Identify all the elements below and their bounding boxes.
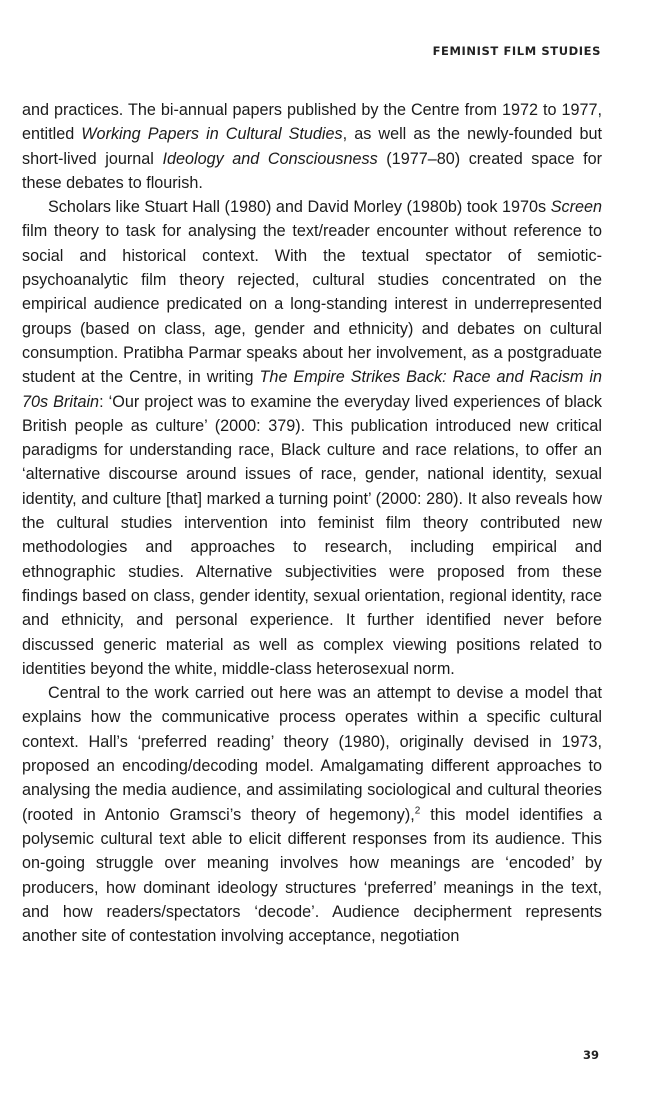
page-number: 39 <box>582 1048 599 1062</box>
paragraph-1-text-3: (1977–80) created space for these debates to flourish. <box>22 149 602 192</box>
paragraph-1-text-1: and practices. The bi-annual papers published by the Centre from 1972 to 1977, entitled <box>22 101 602 144</box>
paragraph-2-text-3: : ‘Our project was to examine the everyday lived experiences of black British people as culture’ (2000: 379). This publication introduced new critical paradigms for understanding race, Black culture and race relations, to offer an ‘alternative discourse around issues of race, gender, national identity, sexual identity, and culture [that] marked a turning point’ (2000: 280). It also reveals how the cultural studies intervention into feminist film theory contributed new methodologies and approaches to research, including empirical and ethnographic studies. Alternative subjectivities were proposed from these findings based on class, gender identity, sexual orientation, regional identity, race and ethnicity, and personal experience. It further identified never before discussed generic material as well as complex viewing positions related to identities beyond the white, middle-class heterosexual norm. <box>22 392 602 678</box>
paragraph-1-italic-title-1: Working Papers in Cultural Studies <box>81 125 343 144</box>
paragraph-1 <box>22 98 602 195</box>
paragraph-3 <box>22 681 602 948</box>
paragraph-2-text-2: film theory to task for analysing the text/reader encounter without reference to social and historical context. With the textual spectator of semiotic-psychoanalytic film theory rejected, cultural studies concentrated on the empirical audience predicated on a long-standing interest in underrepresented groups (based on class, age, gender and ethnicity) and debates on cultural consumption. Pratibha Parmar speaks about her involvement, as a postgraduate student at the Centre, in writing <box>22 222 602 387</box>
paragraph-2-italic-title-1: Screen <box>550 198 602 217</box>
paragraph-3-text-1: Central to the work carried out here was an attempt to devise a model that explains how the communicative process operates within a specific cultural context. Hall’s ‘preferred reading’ theory (1980), originally devised in 1973, proposed an encoding/decoding model. Amalgamating different approaches to analysing the media audience, and assimilating sociological and cultural theories (rooted in Antonio Gramsci’s theory of hegemony), <box>22 684 602 824</box>
footnote-reference[interactable]: 2 <box>414 805 421 817</box>
paragraph-2-text-1: Scholars like Stuart Hall (1980) and David Morley (1980b) took 1970s <box>48 198 551 217</box>
paragraph-2-italic-title-2: The Empire Strikes Back: Race and Racism in 70s Britain <box>22 368 603 411</box>
body-text <box>22 98 602 948</box>
paragraph-2 <box>22 195 602 681</box>
running-head: FEMINIST FILM STUDIES <box>432 44 601 58</box>
paragraph-1-italic-title-2: Ideology and Consciousness <box>162 149 378 168</box>
paragraph-1-text-2: , as well as the newly-founded but short-lived journal <box>22 125 602 168</box>
paragraph-3-text-2: this model identifies a polysemic cultural text able to elicit different responses from its audience. This on-going struggle over meaning involves how meanings are ‘encoded’ by producers, how dominant ideology structures ‘preferred’ meanings in the text, and how readers/spectators ‘decode’. Audience decipherment represents another site of contestation involving acceptance, negotiation <box>22 805 602 946</box>
